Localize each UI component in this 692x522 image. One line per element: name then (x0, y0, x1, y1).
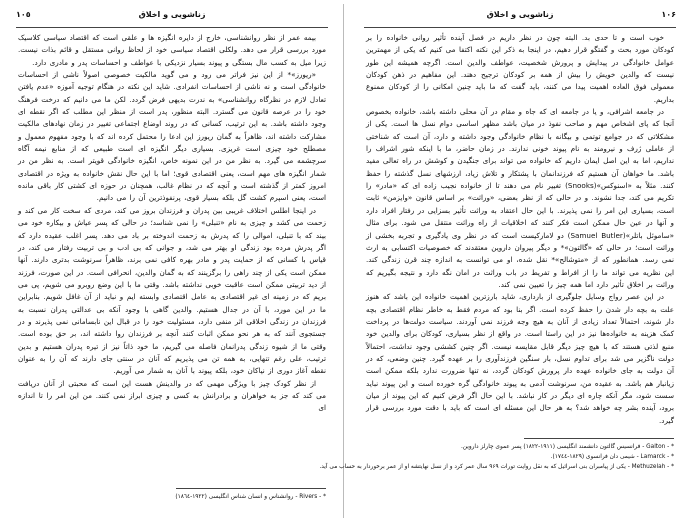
paragraph: بیمه عمر از نظر روانشناسی، خارج از دایره انگیزه ها و علقی است که اقتصاد سیاسی کلاسیک مورد بررسی قرار می دهد. ولکلی اقتصاد سیاسی خود از لحاظ روانی مستقل و قائم بذات نیست. زیرا میل به کسب مال بستگی و پیوند بسیار نزدیکی با عواطف و احساسات پدر و مادری دارد. (18, 33, 326, 67)
paragraph: «ریورز»* از این نیز فراتر می رود و می گوید مالکیت خصوصی اصولاً ناشی از احساسات خانوادگی است و نه ناشی از احساسات انفرادی. شاید این نکته در هنگام توجیه آموزه «عدم یافتن تعادل لازم در نظرگاه روانشناسی» به ندرت بدیهی فرض گردد. لکن ما می دانیم که درخت فرهنگ خود را در عرصه قانون می گسترد. البته منظور، پدر است از منظر این مطلب که اگر نقطه ای وجود داشته باشد. به این ترتیب، کسانی که در روند اوضاع اجتماعی تغییر در زمان نهادهای مالکیت مشارکت داشته اند، ظاهراً به گمان ریورز این ادعا را محتمل کرده اند که با وجود مفهوم معمول و مصطلح خود چیزی است غریزی. بسیاری دیگر انگیزه ای است طبیعی که از منابع نیمه آگاه سرچشمه می گیرد. به نظر من در این نمونه خاص، انگیزه خانوادگی قویتر است. به نظر من در شمار انگیزه های مهم است، یعنی اقتصادی قوی؛ اما با این حال نقش خانواده به ویژه در اقتصادی امروز کمتر از گذشته است و آنچه که در نظام غالب، همچنان در حوزه ای کشتی کار باقی مانده است، یعنی اسپرم کشت گل بلکه بسیار قوی، پرنفوذترین آن را می دانیم. (18, 70, 326, 203)
right-footnote-rule (524, 438, 674, 439)
right-page-number: ١٠۶ (661, 10, 676, 19)
left-page-header (10, 10, 334, 24)
paragraph: در اینجا اطلس اختلاف غریبی بین پدران و فرزندان بروز می کند، مردی که سخت کار می کند و زحمت می کشد و چیزی به نام «تنبلی» را نمی شناسد؛ در حالی که پسر عیاش و بیکاره خود می بیند که با تنبلی، اموالی را که پدرش به زحمت اندوخته بر باد می دهد. پسر اغلب عقیده دارد که اگر پدرش مرده بود زندگی او بهتر می شد، و جوانی که بی ادب و بی تربیت رفتار می کند، در قیاس با کسانی که از حمایت پدر و مادر بهره کافی نمی برند، ظاهراً سرنوشت بدتری دارند. آنها ممکن است یکی از چند راهی را برگزینند که به گمان والدین، انحرافی است. در این صورت، فرزند از دید تربیتی ممکن است عاقبت خوبی نداشته باشد. وقتی ما با این وضع روبرو می شویم، پی می بریم که در زمینه ای غیر اقتصادی به عامل اقتصادی وابسته ایم و نباید از آن غافل شویم. بنابراین ما در این مورد، با آن در جدال هستیم. والدین گاهی با وجود آنکه بی عدالتی پدران نسبت به فرزندان در زندگی اخلاقی اثر منفی دارد، مسئولیت خود را در قبال این نابسامانی نمی پذیرند و در جستجوی آنند که به هر نحو ممکن اثبات کنند آنچه بر فرزندان روا داشته اند، بر حق بوده است. وقتی ما از شیوه زندگی پدرانمان فاصله می گیریم، ما خود ذاتاً نیز از تیره پدران هستیم و بدین ترتیب، علی رغم تنهایی، به همه تن می پذیریم که آنان در سنتی جای دارند که آن را به عنوان نقطه آغاز دوری از نیاکان خود، بلکه پیوند با آنان به شمار می آوریم. (18, 205, 326, 376)
right-footnotes (319, 442, 674, 472)
left-page-number: ١٠٥ (16, 10, 31, 19)
paragraph: در جامعه اشرافی، و یا در جامعه ای که جاه و مقام در آن محلی داشته باشد، خانواده بخصوص آنجا که پای اشخاص مهم و صاحب نفوذ در میان باشد مظهر اساسی دوام نسل ها است. یکی از مشکلاتی که در جوامع توتمی و بیگانه با نظام خانوادگی وجود داشته و دارد، آن است که شناختی از عاملی ژرف و نیرومند به نام پیوند خونی ندارند. در زمان حاضر، ما با اینکه شور اشراف را نداریم، اما به این اصل ایمان داریم که خانواده می تواند برای جنگیدن و کوشش در راه تعالی مفید باشد. ما خواهان آن هستیم که فرزندانمان با پشتکار و تلاش زیاد، ارزشهای نسل گذشته را حفظ کنند. مثلاً به «اسنوکس»(Snooks) تغییر نام می دهند تا از خانواده نجیب زاده ای که «مادر» را تکریم می کند، جدا نشوند. و در حالی که از نظر بعضی، «وراثت» بر اساس قانون «وایزمن» ثابت است، بسیاری این امر را نمی پذیرند. با این حال اعتقاد به وراثت تأثیر بسزایی در رفتار افراد دارد و آنها در عین حال ممکن است فکر کنند که اخلاقیات از راه وراثت منتقل می شود. برای مثال «ساموئل باتلر»(Samuel Butler) دو لامارکیست است که در نظر وی یادگیری و تجربه بخشی از وراثت است؛ در حالی که «گالتون»* و دیگر پیروان داروین معتقدند که خصوصیات اکتسابی به ارث نمی رسد. همانطور که از «متوشالح»* نقل شده، او می توانست به اندازه چند قرن زندگی کند. این نظریه می تواند ما را از افراط و تفریط در باب وراثت در امان نگه دارد و نتیجه بگیریم که وراثت بر اخلاق تأثیر دارد اما همه چیز را تعیین نمی کند. (366, 107, 675, 289)
right-running-title: زناشویی و اخلاق (486, 10, 554, 19)
page-gutter (343, 4, 344, 518)
right-page-header (358, 10, 682, 24)
footnote: * - Galton - فرانسیس گالتون دانشمند انگلیسی (١٩١١-١٨٢٢) پسر عموی چارلز داروین. (460, 444, 674, 450)
right-header-rule (364, 27, 676, 28)
paragraph: از نظر کودک چیز با ویژگی مهمی که در والدینش هست این است که محبتی از آنان دریافت می کند که جز به خواهران و برادرانش به کسی و چیزی ابراز نمی کنند. من این امر را تا اندازه ای (18, 378, 326, 413)
footnote: * - Methuzelah - یکی از پیامبران بنی اسرائیل که به نقل روایت تورات ۹۶۹ سال عمر کرد و از نسل نهایتشه او از عمر برخوردار به حساب می آید. (319, 464, 674, 470)
left-running-title: زناشویی و اخلاق (138, 10, 206, 19)
footnote: * - Rivers - روانشناس و انسان شناس انگلیسی (١٩٢٢-١٨٦٤) (175, 494, 326, 500)
right-page-body (366, 32, 674, 427)
right-page (319, 0, 690, 522)
footnote: * - Lamarck - شیمی دان فرانسوی (١٨٢٩-١٧٤٤). (550, 454, 674, 460)
left-page (2, 0, 342, 522)
left-page-body (18, 32, 326, 415)
paragraph: در این عصر رواج وسایل جلوگیری از بارداری، شاید بارزترین اهمیت خانواده این باشد که هنوز علت به بچه دار شدن را حفظ کرده است. اگر بنا بود که مردم فقط به خاطر نظام اقتصادی بچه دار شوند، احتمالاً تعداد زیادی از آنان به هیچ وجه فرزند نمی آوردند. سیاست دولت‌ها در پرداخت کمک هزینه به خانواده‌ها نیز در این راستا است. در واقع از نظر بسیاری، کودکان برای والدین خود منبع لذتی هستند که با هیچ چیز دیگر قابل مقایسه نیست. اگر چنین کششی وجود نداشت، احتمالاً دولت ناگزیر می شد برای تداوم نسل، بار سنگین فرزندآوری را بر عهده گیرد. چنین وضعی، که در آن دولت به جای خانواده عهده دار پرورش کودکان گردد، نه تنها ضرورت ندارد بلکه ممکن است زیانبار هم باشد. به عقیده من، سرنوشت آدمی به پیوند خانوادگی گره خورده است و این پیوند نباید سست شود، مگر آنکه چاره ای دیگر در کار نباشد. با این حال اگر فرض کنیم که این پیوند از میان برود، آینده بشر چه خواهد شد؟ به هر حال این مسئله ای است که باید با دقت مورد بررسی قرار گیرد. (366, 292, 674, 425)
left-footnote-rule (176, 488, 326, 489)
left-header-rule (16, 27, 328, 28)
paragraph: خوب است و تا حدی بد. البته چون در نظر داریم در فصل آینده تأثیر روانی خانواده را بر کودکان مورد بحث و گفتگو قرار دهیم، در اینجا به ذکر این نکته اکتفا می کنیم که یکی از مهمترین عوامل خانوادگی در پیدایش و پرورش شخصیت، عواطف والدین است. اگرچه همیشه این طور نیست که والدین خویش را بیش از همه بر کودکان ترجیح دهند. این مفاهیم در ذهن کودکان معمولی فوق العاده اهمیت پیدا می کنند، باید گفت که ما باید چنین امکانی را از کودکان ممنوع بداریم. (366, 33, 674, 104)
left-footnotes (18, 492, 326, 502)
